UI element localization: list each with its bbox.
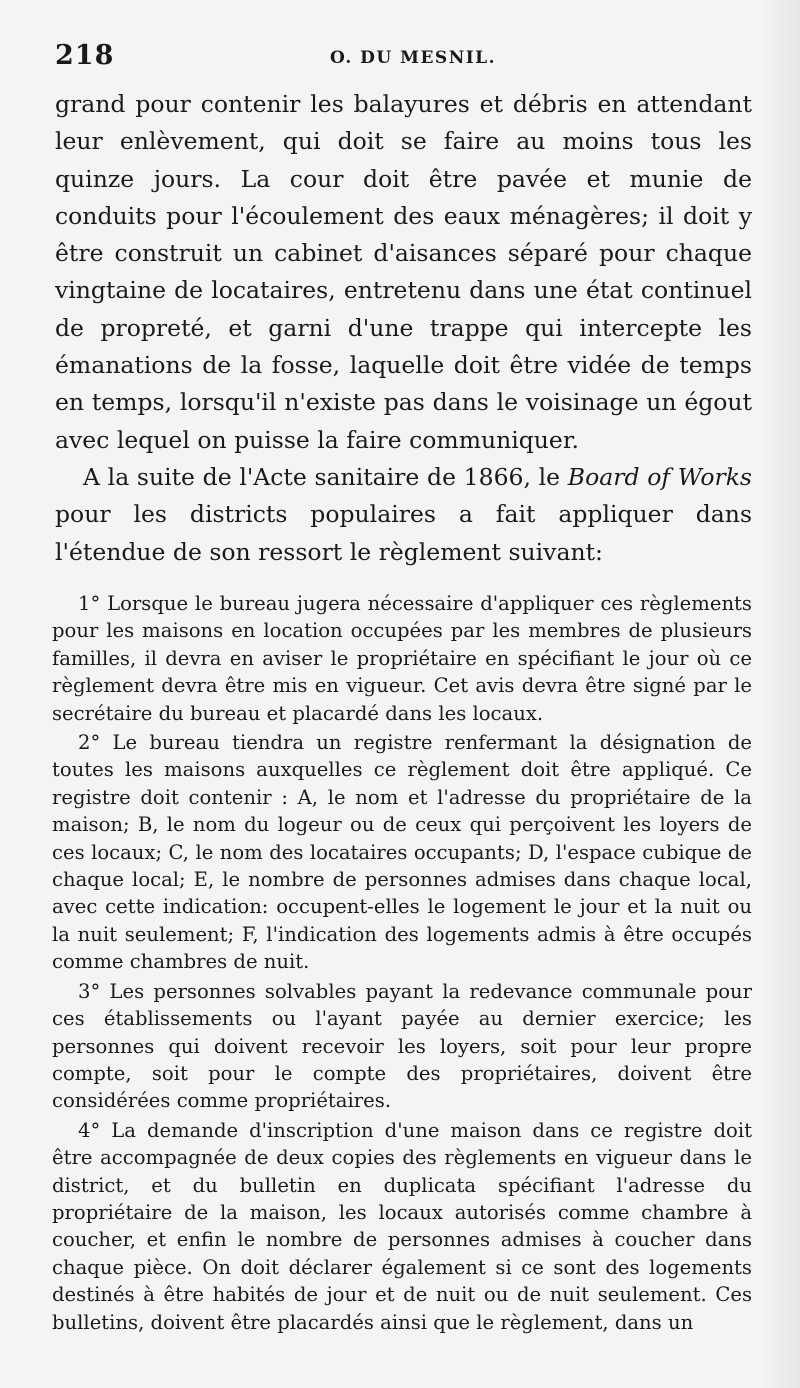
- running-title: O. DU MESNIL.: [330, 48, 497, 68]
- rule-item: 3° Les personnes solvables payant la redevance communale pour ces établissements ou l'ayant payée au dernier exercice; les personnes qui doivent recevoir les loyers, soit pour leur propre compte, soit pour le compte des propriétaires, doivent être considérées comme propriétaires.: [52, 979, 752, 1113]
- page-number: 218: [55, 40, 115, 71]
- rule-item: 1° Lorsque le bureau jugera nécessaire d'appliquer ces règlements pour les maisons en location occupées par les membres de plusieurs familles, il devra en aviser le propriétaire en spécifiant le jour où ce règlement devra être mis en vigueur. Cet avis devra être signé par le secrétaire du bureau et placardé dans les locaux.: [52, 592, 752, 725]
- page-edge-shadow: [760, 0, 800, 1388]
- paragraph-2-lead: A la suite de l'Acte sanitaire de 1866, le: [83, 462, 568, 491]
- page-header: [55, 40, 752, 80]
- paragraph-2: [55, 459, 752, 571]
- rule-item: 2° Le bureau tiendra un registre renfermant la désignation de toutes les maisons auxquelles ce règlement doit être appliqué. Ce registre doit contenir : A, le nom et l'adresse du propriétaire de la maison; B, le nom du logeur ou de ceux qui perçoivent les loyers de ces locaux; C, le nom des locataires occupants; D, l'espace cubique de chaque local; E, le nombre de personnes admises dans chaque local, avec cette indication: occupent-elles le logement le jour et la nuit ou la nuit seulement; F, l'indication des logements admis à être occupés comme chambres de nuit.: [52, 731, 752, 974]
- paragraph-2-tail: pour les districts populaires a fait appliquer dans l'étendue de son ressort le règlement suivant:: [55, 500, 752, 566]
- rules-list: [52, 590, 752, 1338]
- paragraph-2-italic: Board of Works: [567, 462, 752, 491]
- paragraph-1: grand pour contenir les balayures et débris en attendant leur enlèvement, qui doit se faire au moins tous les quinze jours. La cour doit être pavée et munie de conduits pour l'écoulement des eaux ménagères; il doit y être construit un cabinet d'aisances séparé pour chaque vingtaine de locataires, entretenu dans une état continuel de propreté, et garni d'une trappe qui intercepte les émanations de la fosse, laquelle doit être vidée de temps en temps, lorsqu'il n'existe pas dans le voisinage un égout avec lequel on puisse la faire communiquer.: [55, 90, 752, 454]
- main-text: [55, 86, 752, 571]
- rule-item: 4° La demande d'inscription d'une maison dans ce registre doit être accompagnée de deux copies des règlements en vigueur dans le district, et du bulletin en duplicata spécifiant l'adresse du propriétaire de la maison, les locaux autorisés comme chambre à coucher, et enfin le nombre de personnes admises à coucher dans chaque pièce. On doit déclarer également si ce sont des logements destinés à être habités de jour et de nuit ou de nuit seulement. Ces bulletins, doivent être placardés ainsi que le règlement, dans un: [52, 1118, 752, 1334]
